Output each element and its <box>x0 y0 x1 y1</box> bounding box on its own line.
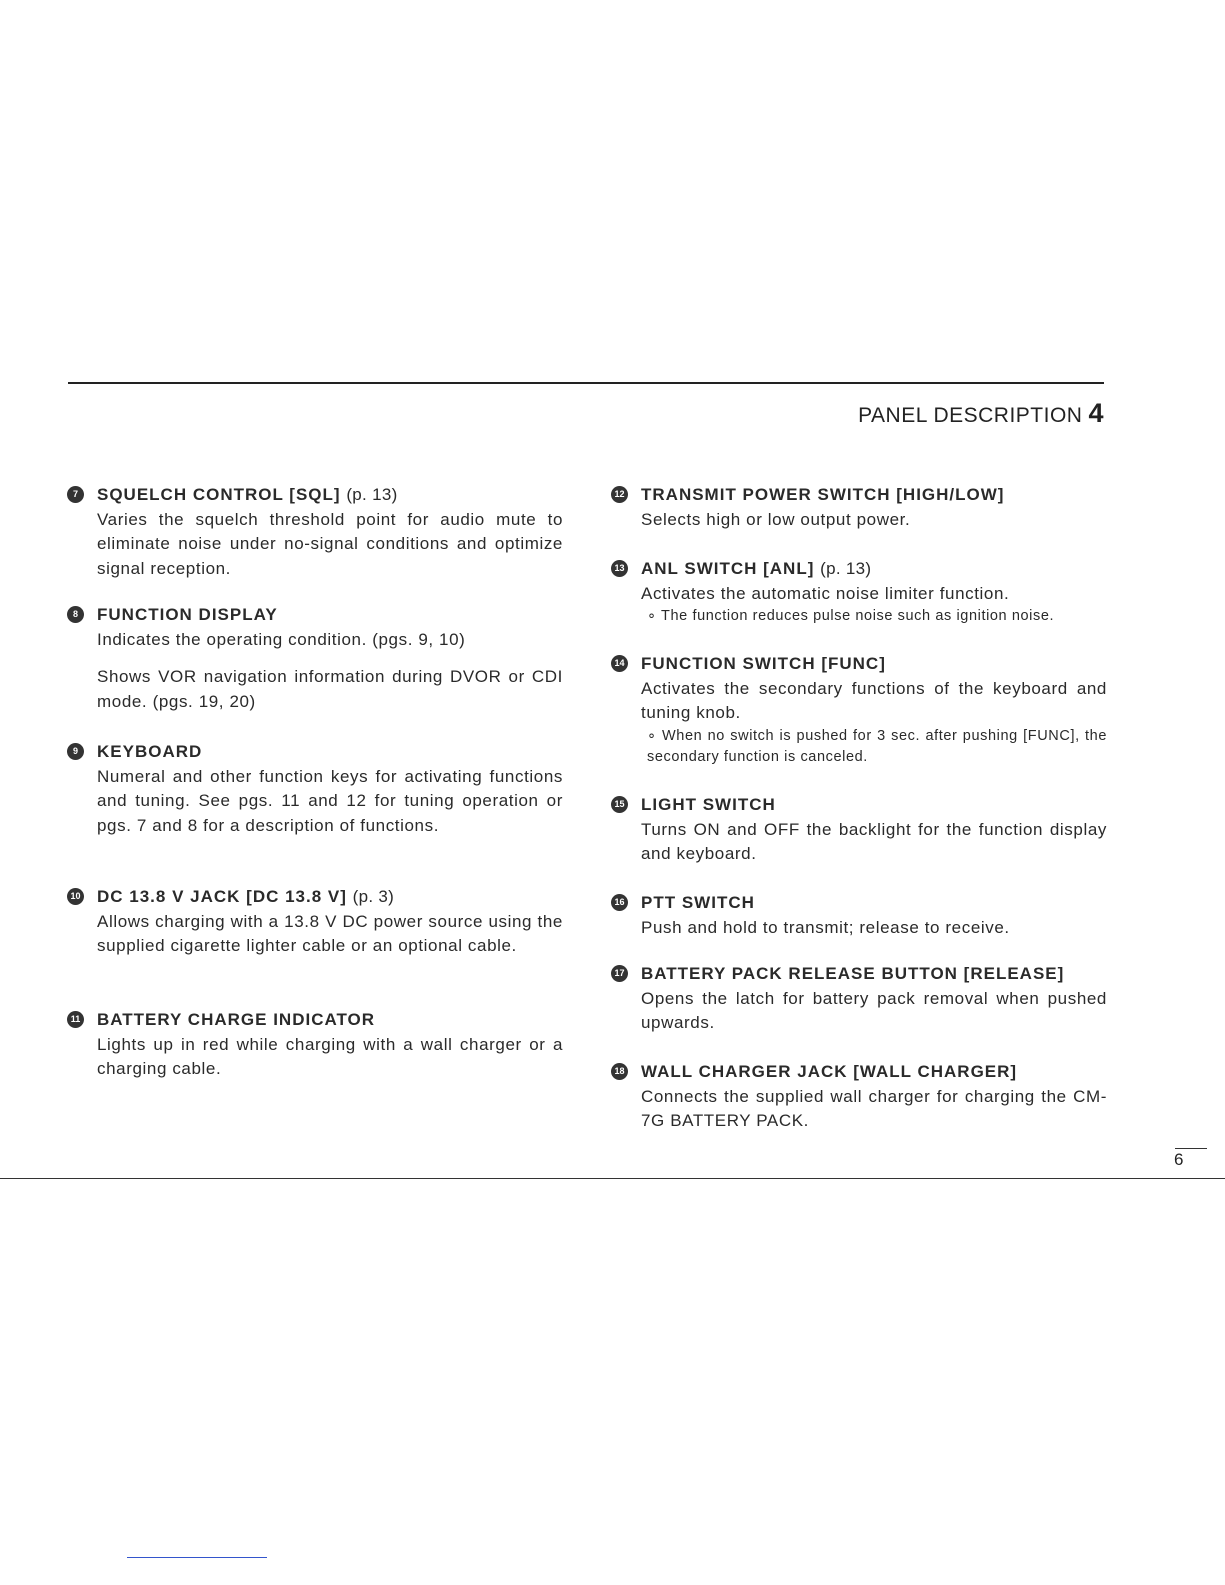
item-description: Indicates the operating condition. (pgs. 9, 10) <box>97 629 466 649</box>
item-number-badge: 15 <box>611 796 628 813</box>
item-battery-release-button <box>614 962 1107 1036</box>
item-description: Connects the supplied wall charger for charging the CM-7G BATTERY PACK. <box>641 1086 1107 1130</box>
item-title: DC 13.8 V JACK [DC 13.8 V] <box>97 887 347 906</box>
item-number-badge: 10 <box>67 888 84 905</box>
item-title: WALL CHARGER JACK [WALL CHARGER] <box>641 1062 1018 1081</box>
item-title: KEYBOARD <box>97 742 203 761</box>
item-function-display <box>72 603 563 714</box>
item-anl-switch <box>614 557 1107 627</box>
item-note: ∘ The function reduces pulse noise such as ignition noise. <box>647 608 1055 624</box>
item-number-badge: 13 <box>611 560 628 577</box>
page-ref: (p. 3) <box>352 887 395 906</box>
item-description: Push and hold to transmit; release to receive. <box>641 917 1010 937</box>
item-number-badge: 16 <box>611 894 628 911</box>
item-wall-charger-jack <box>614 1060 1107 1134</box>
item-battery-charge-indicator <box>70 1008 563 1082</box>
item-number-badge: 9 <box>67 743 84 760</box>
item-description: Activates the automatic noise limiter function. <box>641 583 1010 603</box>
item-title: ANL SWITCH [ANL] <box>641 559 815 578</box>
item-number-badge: 7 <box>67 486 84 503</box>
item-description: Allows charging with a 13.8 V DC power source using the supplied cigarette lighter cable or an optional cable. <box>97 911 563 955</box>
page-number: 6 <box>1174 1150 1184 1169</box>
item-description: Selects high or low output power. <box>641 509 911 529</box>
item-function-switch <box>614 652 1107 768</box>
chapter-number: 4 <box>1088 398 1104 428</box>
item-light-switch <box>614 793 1107 867</box>
item-description: Shows VOR navigation information during DVOR or CDI mode. (pgs. 19, 20) <box>97 667 563 711</box>
item-title: FUNCTION SWITCH [FUNC] <box>641 654 886 673</box>
item-keyboard <box>72 740 563 838</box>
item-title: BATTERY CHARGE INDICATOR <box>97 1010 376 1029</box>
item-description: Lights up in red while charging with a wall charger or a charging cable. <box>97 1034 563 1078</box>
item-note: ∘ When no switch is pushed for 3 sec. after pushing [FUNC], the secondary function is canceled. <box>647 727 1107 765</box>
item-number-badge: 8 <box>67 606 84 623</box>
item-title: BATTERY PACK RELEASE BUTTON [RELEASE] <box>641 964 1065 983</box>
item-description: Varies the squelch threshold point for audio mute to eliminate noise under no-signal conditions and optimize signal reception. <box>97 509 563 578</box>
item-title: SQUELCH CONTROL [SQL] <box>97 485 341 504</box>
footer-rule <box>0 1178 1225 1179</box>
item-title: TRANSMIT POWER SWITCH [HIGH/LOW] <box>641 485 1005 504</box>
item-description: Numeral and other function keys for activating functions and tuning. See pgs. 11 and 12 for tuning operation or pgs. 7 and 8 for a description of functions. <box>97 766 563 835</box>
section-header <box>858 398 1104 429</box>
item-title: FUNCTION DISPLAY <box>97 605 278 624</box>
section-title: PANEL DESCRIPTION <box>858 404 1083 427</box>
scan-artifact-line <box>127 1557 267 1558</box>
item-dc-jack <box>70 885 563 959</box>
item-number-badge: 17 <box>611 965 628 982</box>
item-number-badge: 18 <box>611 1063 628 1080</box>
item-transmit-power-switch <box>614 483 1107 532</box>
item-ptt-switch <box>614 891 1107 940</box>
item-number-badge: 11 <box>67 1011 84 1028</box>
item-description: Activates the secondary functions of the keyboard and tuning knob. <box>641 678 1107 722</box>
item-description: Turns ON and OFF the backlight for the function display and keyboard. <box>641 819 1107 863</box>
item-squelch-control <box>72 483 563 581</box>
item-title: PTT SWITCH <box>641 893 755 912</box>
item-title: LIGHT SWITCH <box>641 795 776 814</box>
item-description: Opens the latch for battery pack removal when pushed upwards. <box>641 988 1107 1032</box>
header-rule <box>68 382 1104 384</box>
page-ref: (p. 13) <box>820 559 872 578</box>
item-number-badge: 12 <box>611 486 628 503</box>
item-number-badge: 14 <box>611 655 628 672</box>
page-ref: (p. 13) <box>346 485 398 504</box>
page-number-rule <box>1175 1148 1207 1149</box>
